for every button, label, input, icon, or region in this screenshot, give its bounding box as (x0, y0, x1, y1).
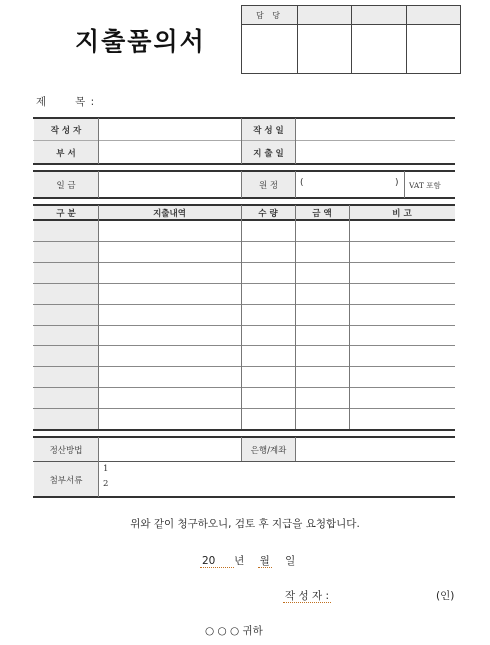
header-amount: 금 액 (312, 209, 332, 219)
header-expense-detail: 지출내역 (153, 209, 186, 219)
attachment-2: 2 (103, 479, 109, 489)
year-prefix: 20 (202, 555, 216, 567)
approval-header-cell (352, 6, 407, 25)
approval-sign-cell[interactable] (298, 25, 352, 74)
attachments-label: 첨부서류 (49, 476, 83, 486)
expense-date-label: 지 출 일 (253, 149, 284, 159)
grid-line (295, 171, 296, 198)
grid-line (98, 171, 99, 198)
grid-line (295, 437, 296, 461)
grid-line (33, 140, 455, 141)
closing-statement: 위와 같이 청구하오니, 검토 후 지급을 요청합니다. (130, 518, 360, 530)
subject-line (36, 94, 95, 109)
table-row (33, 387, 455, 388)
grid-line (295, 118, 296, 164)
approval-sign-cell[interactable] (242, 25, 298, 74)
day-label: 일 (285, 555, 296, 567)
table-row (33, 262, 455, 263)
grid-line (33, 204, 455, 206)
approval-sign-cell[interactable] (407, 25, 461, 74)
grid-line (404, 171, 405, 198)
vat-label: VAT 포함 (409, 181, 441, 190)
amount-label: 일 금 (56, 181, 76, 191)
grid-line (33, 219, 455, 221)
year-field[interactable] (200, 555, 234, 568)
grid-line (33, 170, 455, 172)
subject-label: 제 (36, 96, 48, 108)
table-row (33, 408, 455, 409)
settlement-method-label: 정산방법 (49, 446, 83, 456)
signer-text: 작 성 자 : (285, 590, 329, 602)
grid-line (98, 118, 99, 164)
table-row (33, 241, 455, 242)
written-date-label: 작 성 일 (253, 126, 284, 136)
grid-line (349, 205, 350, 429)
grid-line (33, 117, 455, 119)
paren-open: ( (300, 178, 304, 188)
approval-box (241, 5, 461, 74)
author-label: 작 성 자 (50, 126, 82, 136)
header-quantity: 수 량 (258, 209, 278, 219)
table-row (33, 325, 455, 326)
grid-line (98, 205, 99, 429)
approval-header-cell (298, 6, 352, 25)
table-row (33, 345, 455, 346)
paren-close: ) (395, 178, 399, 188)
approval-sign-cell[interactable] (352, 25, 407, 74)
bank-account-label: 은행/계좌 (250, 446, 287, 456)
table-row (33, 283, 455, 284)
month-label: 월 (259, 555, 270, 567)
grid-line (33, 461, 455, 462)
document-title: 지출품의서 (75, 27, 206, 56)
approval-header-cell (407, 6, 461, 25)
table-row (33, 366, 455, 367)
grid-line (241, 205, 242, 429)
grid-line (33, 163, 455, 165)
date-line (200, 553, 295, 568)
signer-label (283, 588, 331, 603)
table-row (33, 304, 455, 305)
recipient-label: ○ ○ ○ 귀하 (205, 625, 263, 637)
won-label: 원 정 (258, 181, 279, 191)
grid-line (295, 205, 296, 429)
grid-line (33, 429, 455, 431)
header-remarks: 비 고 (392, 209, 412, 219)
seal-label: (인) (436, 590, 455, 602)
grid-line (33, 496, 455, 498)
grid-line (33, 197, 455, 199)
approval-header: 담 당 (242, 6, 298, 25)
header-category: 구 분 (56, 209, 76, 219)
department-label: 부 서 (56, 149, 76, 159)
grid-line (33, 436, 455, 438)
subject-label-2: 목 : (75, 96, 96, 108)
attachment-1: 1 (103, 464, 109, 474)
year-unit: 년 (234, 555, 245, 567)
grid-line (98, 437, 99, 497)
